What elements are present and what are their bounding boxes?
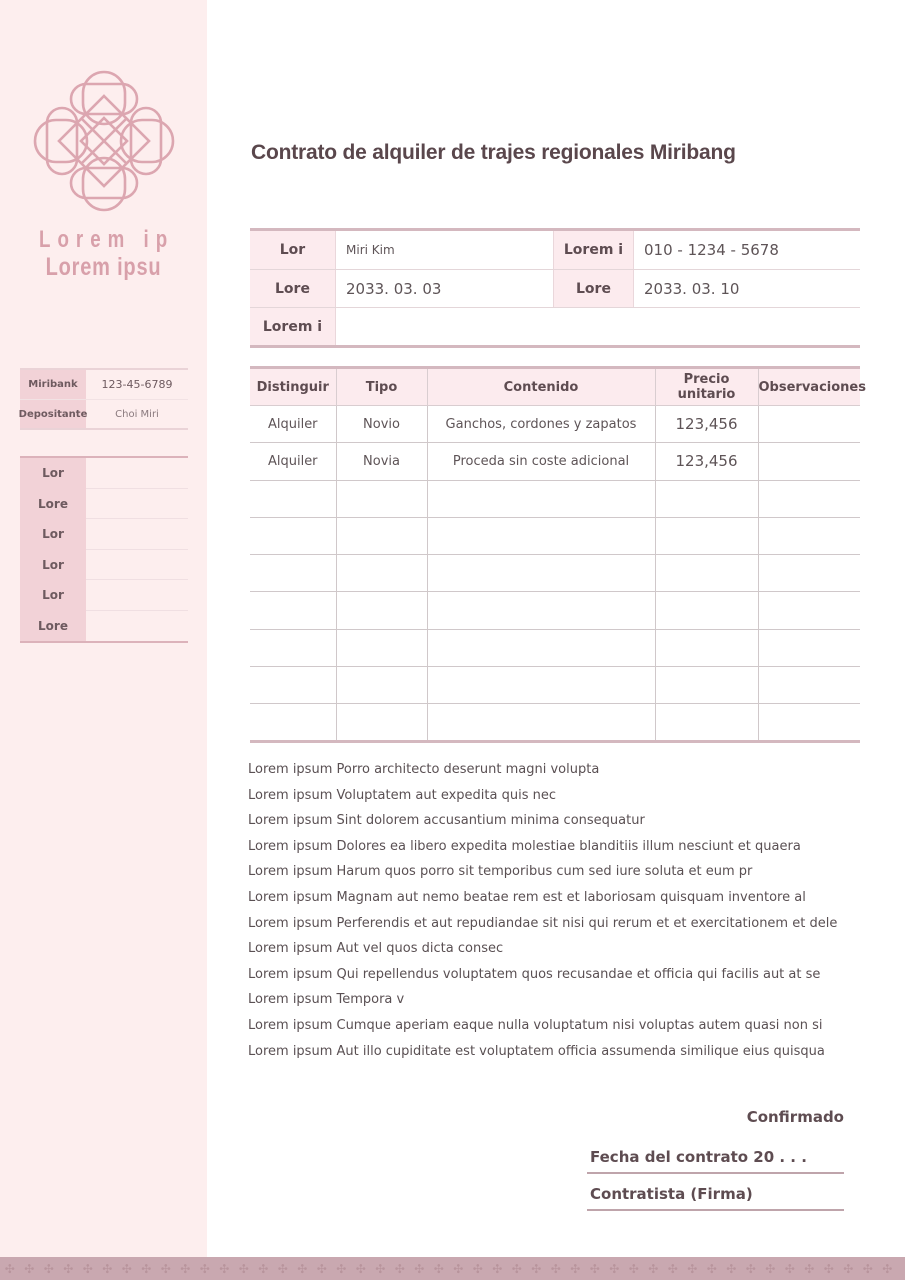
cell-observaciones[interactable] <box>758 555 860 592</box>
floral-ornament-icon: ✣ <box>63 1261 74 1276</box>
column-header-contenido: Contenido <box>427 368 655 406</box>
info-row <box>250 307 860 345</box>
floral-ornament-icon: ✣ <box>82 1261 93 1276</box>
table-row <box>250 480 860 517</box>
floral-ornament-icon: ✣ <box>355 1261 366 1276</box>
table-header-row <box>250 368 860 406</box>
cell-precio[interactable] <box>655 480 758 517</box>
cell-distinguir[interactable] <box>250 555 336 592</box>
floral-ornament-icon: ✣ <box>238 1261 249 1276</box>
cell-tipo[interactable]: Novio <box>336 406 427 443</box>
cell-precio[interactable]: 123,456 <box>655 443 758 480</box>
brand-name-line-2: Lorem ipsu <box>45 253 162 281</box>
floral-ornament-icon: ✣ <box>472 1261 483 1276</box>
floral-ornament-icon: ✣ <box>862 1261 873 1276</box>
cell-distinguir[interactable]: Alquiler <box>250 443 336 480</box>
contractor-signature-line[interactable]: Contratista (Firma) <box>587 1185 844 1211</box>
floral-ornament-icon: ✣ <box>316 1261 327 1276</box>
rental-items-table <box>250 366 866 743</box>
sidebar-field-row <box>20 580 188 611</box>
floral-ornament-icon: ✣ <box>414 1261 425 1276</box>
info-label: Lor <box>250 231 336 269</box>
floral-ornament-icon: ✣ <box>102 1261 113 1276</box>
cell-observaciones[interactable] <box>758 517 860 554</box>
floral-ornament-icon: ✣ <box>24 1261 35 1276</box>
contract-info-table <box>250 228 860 348</box>
sidebar-field-label: Lor <box>20 458 86 489</box>
floral-ornament-icon: ✣ <box>394 1261 405 1276</box>
cell-tipo[interactable] <box>336 704 427 741</box>
floral-ornament-icon: ✣ <box>784 1261 795 1276</box>
cell-tipo[interactable]: Novia <box>336 443 427 480</box>
terms-line: Lorem ipsum Dolores ea libero expedita molestiae blanditiis illum nesciunt et quaera <box>248 838 801 854</box>
floral-ornament-icon: ✣ <box>804 1261 815 1276</box>
sidebar-field-label: Lor <box>20 580 86 611</box>
terms-list <box>248 762 837 1069</box>
sidebar <box>0 0 207 1257</box>
cell-contenido[interactable] <box>427 517 655 554</box>
cell-tipo[interactable] <box>336 592 427 629</box>
cell-contenido[interactable] <box>427 480 655 517</box>
floral-ornament-icon: ✣ <box>375 1261 386 1276</box>
cell-distinguir[interactable]: Alquiler <box>250 406 336 443</box>
phone-number[interactable]: 010 - 1234 - 5678 <box>644 241 779 259</box>
sidebar-field-value[interactable] <box>86 580 188 611</box>
table-row <box>250 667 860 704</box>
sidebar-field-label: Lore <box>20 489 86 520</box>
floral-ornament-icon: ✣ <box>726 1261 737 1276</box>
sidebar-field-label: Lor <box>20 550 86 581</box>
floral-ornament-icon: ✣ <box>589 1261 600 1276</box>
floral-ornament-icon: ✣ <box>258 1261 269 1276</box>
sidebar-field-value[interactable] <box>86 550 188 581</box>
terms-line: Lorem ipsum Voluptatem aut expedita quis nec <box>248 787 556 803</box>
cell-contenido[interactable] <box>427 592 655 629</box>
terms-line: Lorem ipsum Harum quos porro sit temporibus cum sed iure soluta et eum pr <box>248 864 753 880</box>
cell-precio[interactable] <box>655 555 758 592</box>
terms-line: Lorem ipsum Aut vel quos dicta consec <box>248 941 504 957</box>
cell-contenido[interactable]: Ganchos, cordones y zapatos <box>427 406 655 443</box>
cell-distinguir[interactable] <box>250 517 336 554</box>
depositor-label: Depositante <box>20 400 86 428</box>
terms-line: Lorem ipsum Tempora v <box>248 992 405 1008</box>
return-date[interactable]: 2033. 03. 10 <box>644 279 740 298</box>
floral-ornament-icon: ✣ <box>570 1261 581 1276</box>
table-row <box>250 517 860 554</box>
table-row <box>250 704 860 741</box>
terms-line: Lorem ipsum Cumque aperiam eaque nulla voluptatum nisi voluptas autem quasi non si <box>248 1017 823 1033</box>
floral-ornament-icon: ✣ <box>531 1261 542 1276</box>
floral-ornament-icon: ✣ <box>609 1261 620 1276</box>
cell-precio[interactable] <box>655 592 758 629</box>
floral-ornament-icon: ✣ <box>160 1261 171 1276</box>
sidebar-field-row <box>20 489 188 520</box>
column-header-distinguir: Distinguir <box>250 368 336 406</box>
page-title: Contrato de alquiler de trajes regionales Miribang <box>251 141 736 164</box>
cell-distinguir[interactable] <box>250 667 336 704</box>
sidebar-field-row <box>20 611 188 642</box>
sidebar-field-row <box>20 519 188 550</box>
terms-line: Lorem ipsum Sint dolorem accusantium minima consequatur <box>248 813 645 829</box>
cell-observaciones[interactable] <box>758 629 860 666</box>
cell-precio[interactable] <box>655 667 758 704</box>
cell-observaciones[interactable] <box>758 443 860 480</box>
floral-ornament-icon: ✣ <box>706 1261 717 1276</box>
cell-distinguir[interactable] <box>250 592 336 629</box>
floral-ornament-icon: ✣ <box>219 1261 230 1276</box>
floral-ornament-icon: ✣ <box>121 1261 132 1276</box>
floral-ornament-icon: ✣ <box>745 1261 756 1276</box>
floral-ornament-icon: ✣ <box>336 1261 347 1276</box>
info-row <box>250 269 860 307</box>
bank-name-label: Miribank <box>20 370 86 399</box>
cell-precio[interactable]: 123,456 <box>655 406 758 443</box>
cell-contenido[interactable] <box>427 704 655 741</box>
floral-ornament-icon: ✣ <box>4 1261 15 1276</box>
cell-tipo[interactable] <box>336 555 427 592</box>
terms-line: Lorem ipsum Perferendis et aut repudiandae sit nisi qui rerum et et exercitationem et dele <box>248 915 838 931</box>
floral-ornament-icon: ✣ <box>433 1261 444 1276</box>
floral-ornament-icon: ✣ <box>843 1261 854 1276</box>
sidebar-field-label: Lor <box>20 519 86 550</box>
floral-ornament-icon: ✣ <box>765 1261 776 1276</box>
floral-ornament-icon: ✣ <box>199 1261 210 1276</box>
cell-observaciones[interactable] <box>758 704 860 741</box>
sidebar-field-value[interactable] <box>86 489 188 520</box>
cell-observaciones[interactable] <box>758 480 860 517</box>
terms-line: Lorem ipsum Qui repellendus voluptatem quos recusandae et officia qui facilis aut at se <box>248 966 821 982</box>
start-date[interactable]: 2033. 03. 03 <box>336 270 554 307</box>
brand-name-line-1: Lorem ip <box>39 226 175 253</box>
column-header-precio: Precio unitario <box>655 368 758 406</box>
floral-ornament-icon: ✣ <box>492 1261 503 1276</box>
floral-ornament-icon: ✣ <box>823 1261 834 1276</box>
cell-precio[interactable] <box>655 704 758 741</box>
contract-date-line[interactable]: Fecha del contrato 20 . . . <box>587 1148 844 1174</box>
floral-ornament-icon: ✣ <box>882 1261 893 1276</box>
footer-pattern-band <box>0 1257 905 1280</box>
floral-ornament-icon: ✣ <box>628 1261 639 1276</box>
depositor-name: Choi Miri <box>115 408 159 420</box>
confirmed-label: Confirmado <box>746 1108 844 1126</box>
floral-ornament-icon: ✣ <box>550 1261 561 1276</box>
cell-distinguir[interactable] <box>250 704 336 741</box>
cell-precio[interactable] <box>655 629 758 666</box>
bank-info-table <box>20 368 188 430</box>
cell-tipo[interactable] <box>336 517 427 554</box>
floral-ornament-icon: ✣ <box>297 1261 308 1276</box>
sidebar-field-label: Lore <box>20 611 86 642</box>
cell-observaciones[interactable] <box>758 592 860 629</box>
sidebar-field-row <box>20 458 188 489</box>
info-row <box>250 231 860 269</box>
info-label: Lore <box>554 270 634 307</box>
floral-ornament-icon: ✣ <box>277 1261 288 1276</box>
column-header-observaciones: Observaciones <box>758 368 860 406</box>
cell-contenido[interactable]: Proceda sin coste adicional <box>427 443 655 480</box>
info-label: Lore <box>250 270 336 307</box>
ornamental-knot-logo-icon <box>33 70 175 212</box>
cell-tipo[interactable] <box>336 667 427 704</box>
cell-observaciones[interactable] <box>758 667 860 704</box>
cell-tipo[interactable] <box>336 629 427 666</box>
cell-precio[interactable] <box>655 517 758 554</box>
floral-ornament-icon: ✣ <box>453 1261 464 1276</box>
floral-ornament-icon: ✣ <box>141 1261 152 1276</box>
bank-row <box>20 399 188 428</box>
address-field[interactable] <box>336 308 860 345</box>
cell-contenido[interactable] <box>427 667 655 704</box>
terms-line: Lorem ipsum Aut illo cupiditate est voluptatem officia assumenda similique eius quisqua <box>248 1043 825 1059</box>
floral-ornament-icon: ✣ <box>180 1261 191 1276</box>
cell-contenido[interactable] <box>427 629 655 666</box>
cell-distinguir[interactable] <box>250 480 336 517</box>
info-label: Lorem i <box>250 308 336 345</box>
floral-ornament-icon: ✣ <box>511 1261 522 1276</box>
table-row <box>250 443 860 480</box>
account-number: 123-45-6789 <box>101 378 173 391</box>
table-row <box>250 629 860 666</box>
cell-contenido[interactable] <box>427 555 655 592</box>
bank-row <box>20 370 188 399</box>
customer-name[interactable]: Miri Kim <box>336 231 554 269</box>
cell-distinguir[interactable] <box>250 629 336 666</box>
info-label: Lorem i <box>554 231 634 269</box>
sidebar-field-row <box>20 550 188 581</box>
terms-line: Lorem ipsum Porro architecto deserunt magni volupta <box>248 762 600 777</box>
floral-ornament-icon: ✣ <box>43 1261 54 1276</box>
floral-ornament-icon: ✣ <box>667 1261 678 1276</box>
column-header-tipo: Tipo <box>336 368 427 406</box>
table-row <box>250 406 860 443</box>
floral-ornament-icon: ✣ <box>648 1261 659 1276</box>
cell-tipo[interactable] <box>336 480 427 517</box>
table-row <box>250 592 860 629</box>
floral-ornament-icon: ✣ <box>687 1261 698 1276</box>
terms-line: Lorem ipsum Magnam aut nemo beatae rem est et laboriosam quisquam inventore al <box>248 889 806 905</box>
sidebar-field-value[interactable] <box>86 611 188 642</box>
sidebar-field-list <box>20 456 188 643</box>
table-row <box>250 555 860 592</box>
cell-observaciones[interactable] <box>758 406 860 443</box>
sidebar-field-value[interactable] <box>86 458 188 489</box>
sidebar-field-value[interactable] <box>86 519 188 550</box>
